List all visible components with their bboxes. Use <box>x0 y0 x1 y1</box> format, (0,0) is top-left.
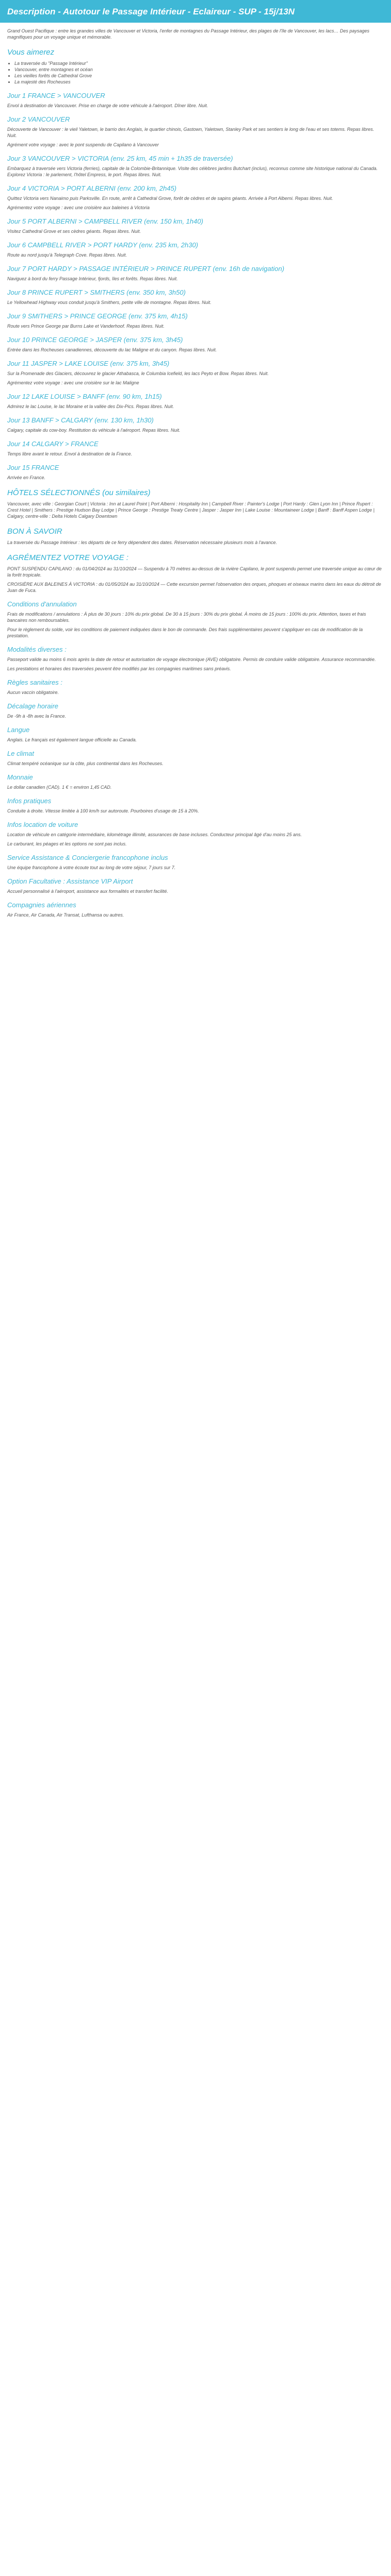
paragraph: Envol à destination de Vancouver. Prise en charge de votre véhicule à l'aéroport. Dîner libre. Nuit. <box>7 103 208 108</box>
section-heading: Infos location de voiture <box>7 821 78 828</box>
paragraph: Passeport valide au moins 6 mois après la date de retour et autorisation de voyage électronique (AVE) obligatoire. Permis de conduire valide obligatoire. Assurance recommandée. <box>7 657 376 662</box>
page-title: Description - Autotour le Passage Intérieur - Eclaireur - SUP - 15j/13N <box>7 7 295 16</box>
section-heading: Le climat <box>7 750 35 757</box>
paragraph: Les prestations et horaires des traversées peuvent être modifiés par les compagnies maritimes sans préavis. <box>7 666 231 671</box>
section-heading: Compagnies aériennes <box>7 901 76 909</box>
paragraph: Quittez Victoria vers Nanaimo puis Parksville. En route, arrêt à Cathedral Grove, forêt de cèdres et de sapins géants. Arrivée à Port Alberni. Repas libres. Nuit. <box>7 196 333 201</box>
section-heading: Jour 11 JASPER > LAKE LOUISE (env. 375 km, 3h45) <box>7 360 170 367</box>
section-heading: Monnaie <box>7 773 33 781</box>
section-heading: Jour 4 VICTORIA > PORT ALBERNI (env. 200 km, 2h45) <box>7 184 177 192</box>
paragraph: Climat tempéré océanique sur la côte, plus continental dans les Rocheuses. <box>7 761 164 766</box>
list-item: • La traversée du "Passage Intérieur" <box>14 60 384 66</box>
section-heading: Vous aimerez <box>7 48 55 57</box>
paragraph: Accueil personnalisé à l'aéroport, assistance aux formalités et transfert facilité. <box>7 889 168 894</box>
paragraph: Agrémentez votre voyage : avec une croisière aux baleines à Victoria <box>7 205 150 210</box>
paragraph: Admirez le lac Louise, le lac Moraine et la vallée des Dix-Pics. Repas libres. Nuit. <box>7 404 174 409</box>
paragraph: Découverte de Vancouver : le vieil Yaletown, le barrio des Anglais, le quartier chinois, Gastown, Yaletown, Stanley Park et ses sentiers le long de l'eau et ses totems. Repas libres. Nuit. <box>7 127 374 138</box>
paragraph: Route au nord jusqu'à Telegraph Cove. Repas libres. Nuit. <box>7 252 127 258</box>
paragraph: Air France, Air Canada, Air Transat, Lufthansa ou autres. <box>7 912 124 918</box>
paragraph: Route vers Prince George par Burns Lake et Vanderhoof. Repas libres. Nuit. <box>7 324 165 329</box>
paragraph: Anglais. Le français est également langue officielle au Canada. <box>7 737 137 742</box>
title-banner <box>0 0 391 23</box>
paragraph: Le dollar canadien (CAD). 1 € = environ 1,45 CAD. <box>7 785 112 790</box>
highlights-list <box>7 60 384 85</box>
section-heading: Jour 7 PORT HARDY > PASSAGE INTÉRIEUR > PRINCE RUPERT (env. 16h de navigation) <box>7 265 285 273</box>
paragraph: La traversée du Passage Intérieur : les départs de ce ferry dépendent des dates. Réservation nécessaire plusieurs mois à l'avance. <box>7 540 278 545</box>
intro-text: Grand Ouest Pacifique : entre les grandes villes de Vancouver et Victoria, l'enfer de montagnes du Passage Intérieur, des plages de l'île de Vancouver, les lacs… Des paysages magnifiques pour un voyage unique et mémorable. <box>7 28 370 40</box>
paragraph: De -9h à -8h avec la France. <box>7 714 67 719</box>
section-heading: Jour 12 LAKE LOUISE > BANFF (env. 90 km, 1h15) <box>7 393 162 400</box>
section-heading: Service Assistance & Conciergerie francophone inclus <box>7 854 168 861</box>
section-heading: Jour 15 FRANCE <box>7 464 59 471</box>
section-heading: Jour 14 CALGARY > FRANCE <box>7 440 99 448</box>
list-item: • La majesté des Rocheuses <box>14 79 384 85</box>
paragraph: Calgary, capitale du cow-boy. Restitution du véhicule à l'aéroport. Repas libres. Nuit. <box>7 428 181 433</box>
section-heading: Règles sanitaires : <box>7 679 62 686</box>
section-heading: BON À SAVOIR <box>7 527 62 536</box>
section-heading: Jour 5 PORT ALBERNI > CAMPBELL RIVER (env. 150 km, 1h40) <box>7 217 203 225</box>
section-heading: Jour 8 PRINCE RUPERT > SMITHERS (env. 350 km, 3h50) <box>7 289 186 296</box>
section-heading: HÔTELS SÉLECTIONNÉS (ou similaires) <box>7 488 151 497</box>
paragraph: Le carburant, les péages et les options ne sont pas inclus. <box>7 841 127 846</box>
section-heading: Jour 3 VANCOUVER > VICTORIA (env. 25 km, 45 min + 1h35 de traversée) <box>7 155 233 162</box>
paragraph: Le Yellowhead Highway vous conduit jusqu'à Smithers, petite ville de montagne. Repas libres. Nuit. <box>7 300 211 305</box>
section-heading: Jour 13 BANFF > CALGARY (env. 130 km, 1h30) <box>7 416 154 424</box>
paragraph: Visitez Cathedral Grove et ses cèdres géants. Repas libres. Nuit. <box>7 229 141 234</box>
paragraph: Agrément votre voyage : avec le pont suspendu de Capilano à Vancouver <box>7 142 159 147</box>
section-heading: Jour 1 FRANCE > VANCOUVER <box>7 92 105 99</box>
paragraph: PONT SUSPENDU CAPILANO : du 01/04/2024 au 31/10/2024 — Suspendu à 70 mètres au-dessus de la rivière Capilano, le pont suspendu permet une traversée unique au cœur de la forêt tropicale. <box>7 566 382 578</box>
content <box>0 23 391 937</box>
paragraph: Vancouver, avec ville : Georgian Court | Victoria : Inn at Laurel Point | Port Alberni : Hospitality Inn | Campbell River : Painter's Lodge | Port Hardy : Glen Lyon Inn | Prince Rupert : Crest Hotel | Smithers : Prestige Hudson Bay Lodge | Prince George : Prestige Treaty Centre | Jasper : Jasper Inn | Lake Louise : Mountaineer Lodge | Banff : Banff Aspen Lodge | Calgary, centre-ville : Delta Hotels Calgary Downtown <box>7 501 374 519</box>
paragraph: Une équipe francophone à votre écoute tout au long de votre séjour, 7 jours sur 7. <box>7 865 176 870</box>
paragraph: Sur la Promenade des Glaciers, découvrez le glacier Athabasca, le Columbia Icefield, les lacs Peyto et Bow. Repas libres. Nuit. <box>7 371 269 376</box>
paragraph: Aucun vaccin obligatoire. <box>7 690 59 695</box>
section-heading: Infos pratiques <box>7 797 52 805</box>
paragraph: CROISIÈRE AUX BALEINES À VICTORIA : du 01/05/2024 au 31/10/2024 — Cette excursion permet l'observation des orques, phoques et oiseaux marins dans les eaux du détroit de Juan de Fuca. <box>7 582 381 593</box>
section-heading: Conditions d'annulation <box>7 600 77 608</box>
paragraph: Entrée dans les Rocheuses canadiennes, découverte du lac Maligne et du canyon. Repas libres. Nuit. <box>7 347 217 352</box>
section-heading: Langue <box>7 726 30 734</box>
paragraph: Temps libre avant le retour. Envol à destination de la France. <box>7 451 132 456</box>
paragraph: Location de véhicule en catégorie intermédiaire, kilométrage illimité, assurances de base incluses. Conducteur principal âgé d'au moins 25 ans. <box>7 832 302 837</box>
section-heading: Option Facultative : Assistance VIP Airport <box>7 877 133 885</box>
sections <box>7 47 384 918</box>
section-heading: Jour 9 SMITHERS > PRINCE GEORGE (env. 375 km, 4h15) <box>7 312 188 320</box>
paragraph: Conduite à droite. Vitesse limitée à 100 km/h sur autoroute. Pourboires d'usage de 15 à 20%. <box>7 808 199 814</box>
section-heading: AGRÉMENTEZ VOTRE VOYAGE : <box>7 553 129 562</box>
section-heading: Jour 6 CAMPBELL RIVER > PORT HARDY (env. 235 km, 2h30) <box>7 241 199 249</box>
paragraph: Arrivée en France. <box>7 475 46 480</box>
paragraph: Embarquez à traversée vers Victoria (ferries), capitale de la Colombie-Britannique. Visite des célèbres jardins Butchart (inclus), reconnus comme site historique national du Canada. Explorez Victoria : le parlement, l'hôtel Empress, le port. Repas libres. Nuit. <box>7 166 378 177</box>
paragraph: Frais de modifications / annulations : À plus de 30 jours : 10% du prix global. De 30 à 15 jours : 30% du prix global. À moins de 15 jours : 100% du prix. Attention, taxes et frais bancaires non remboursables. <box>7 612 366 623</box>
paragraph: Naviguez à bord du ferry Passage Intérieur, fjords, îles et forêts. Repas libres. Nuit. <box>7 276 178 281</box>
page <box>0 0 391 937</box>
paragraph: Agrémentez votre voyage : avec une croisière sur le lac Maligne <box>7 380 139 385</box>
list-item: • Vancouver, entre montagnes et océan <box>14 66 384 73</box>
section-heading: Modalités diverses : <box>7 646 67 653</box>
section-heading: Décalage horaire <box>7 702 59 710</box>
list-item: • Les vieilles forêts de Cathedral Grove <box>14 73 384 79</box>
paragraph: Pour le règlement du solde, voir les conditions de paiement indiquées dans le bon de commande. Des frais supplémentaires peuvent s'appliquer en cas de modification de la prestation. <box>7 627 363 638</box>
section-heading: Jour 10 PRINCE GEORGE > JASPER (env. 375 km, 3h45) <box>7 336 183 344</box>
section-heading: Jour 2 VANCOUVER <box>7 115 70 123</box>
